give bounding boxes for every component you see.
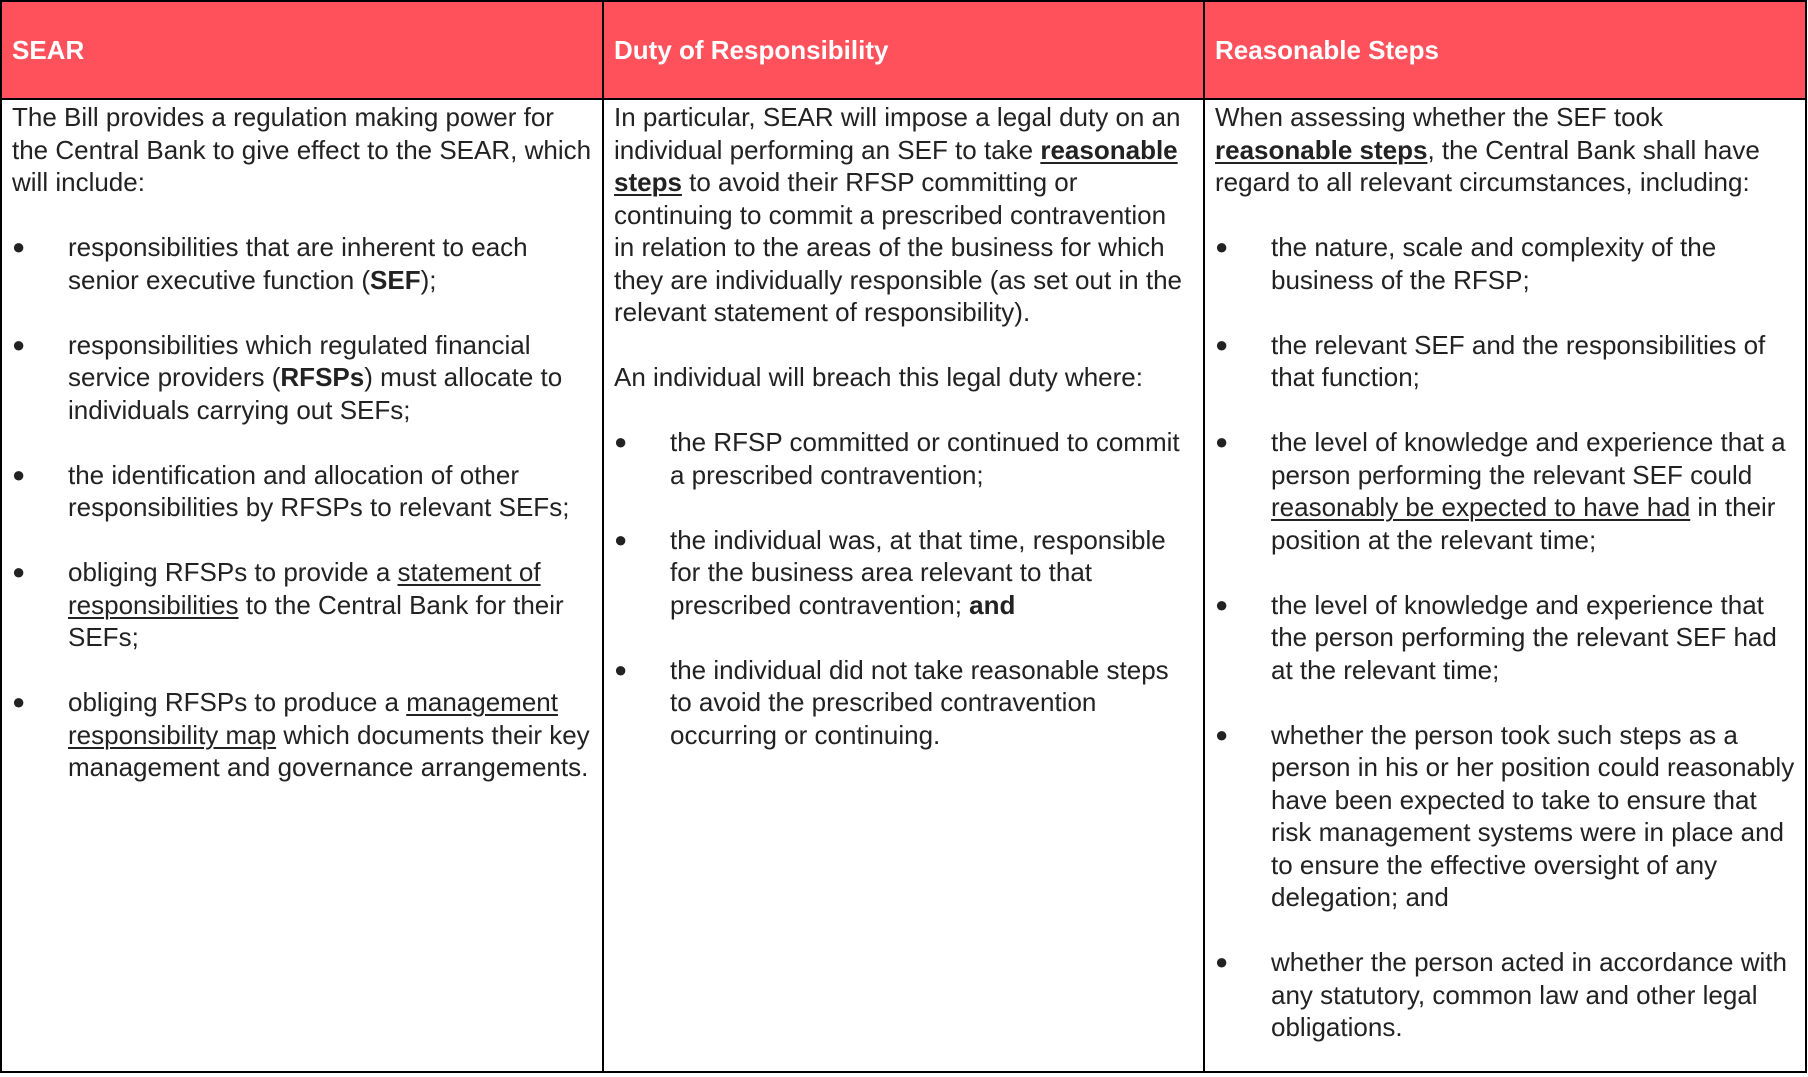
list-item: ● the relevant SEF and the responsibilities of that function;: [1215, 329, 1766, 392]
list-item: ● whether the person acted in accordance with any statutory, common law and other legal obligations.: [1215, 947, 1787, 1042]
reasonably-expected-link[interactable]: reasonably be expected to have had: [1271, 492, 1691, 522]
body-row: [1, 99, 1806, 1072]
list-item: ● the RFSP committed or continued to commit a prescribed contravention;: [614, 427, 1180, 490]
steps-list: [1215, 231, 1795, 1044]
list-item: ● responsibilities which regulated financial service providers (RFSPs) must allocate to individuals carrying out SEFs;: [12, 329, 563, 425]
list-item: ● the level of knowledge and experience that a person performing the relevant SEF could reasonably be expected to have had in their position at the relevant time;: [1215, 427, 1786, 555]
steps-intro: When assessing whether the SEF took reasonable steps, the Central Bank shall have regard to all relevant circumstances, including:: [1215, 102, 1760, 197]
list-item: ● the individual was, at that time, responsible for the business area relevant to that prescribed contravention; and: [614, 524, 1166, 620]
header-row: [1, 1, 1806, 99]
header-reasonable-steps: Reasonable Steps: [1204, 1, 1806, 99]
list-item: ● responsibilities that are inherent to each senior executive function (SEF);: [12, 232, 528, 295]
list-item: ● the identification and allocation of other responsibilities by RFSPs to relevant SEFs;: [12, 459, 570, 522]
bullet-icon: ●: [614, 656, 628, 682]
management-responsibility-map-link[interactable]: management responsibility map: [68, 687, 558, 750]
bullet-icon: ●: [12, 331, 26, 357]
reasonable-steps-link[interactable]: reasonable steps: [1215, 134, 1428, 165]
list-item: ● the level of knowledge and experience that the person performing the relevant SEF had at the relevant time;: [1215, 589, 1777, 685]
cell-reasonable-steps: [1204, 99, 1806, 1072]
cell-sear: [1, 99, 603, 1072]
sear-intro: The Bill provides a regulation making power for the Central Bank to give effect to the SEAR, which will include:: [12, 102, 592, 197]
bullet-icon: ●: [12, 234, 26, 259]
bullet-icon: ●: [1215, 429, 1229, 454]
bullet-icon: ●: [614, 429, 628, 454]
list-item: ● obliging RFSPs to provide a statement of responsibilities to the Central Bank for their SEFs;: [12, 557, 564, 652]
duty-lead: An individual will breach this legal duty where:: [614, 362, 1143, 392]
duty-list: [614, 426, 1193, 751]
list-item: ● the nature, scale and complexity of the business of the RFSP;: [1215, 232, 1717, 295]
reasonable-steps-link[interactable]: reasonable steps: [614, 134, 1178, 197]
bullet-icon: ●: [1215, 331, 1229, 357]
bullet-icon: ●: [1215, 949, 1229, 974]
bullet-icon: ●: [614, 526, 628, 552]
statement-of-responsibilities-link[interactable]: statement of responsibilities: [68, 557, 541, 620]
sear-list: [12, 231, 592, 784]
cell-duty-of-responsibility: [603, 99, 1204, 1072]
bullet-icon: ●: [12, 461, 26, 487]
header-duty-of-responsibility: Duty of Responsibility: [603, 1, 1204, 99]
bullet-icon: ●: [1215, 591, 1229, 617]
bullet-icon: ●: [12, 559, 26, 584]
bullet-icon: ●: [12, 689, 26, 714]
list-item: ● obliging RFSPs to produce a management responsibility map which documents their key management and governance arrangements.: [12, 687, 590, 782]
header-sear: SEAR: [1, 1, 603, 99]
bullet-icon: ●: [1215, 721, 1229, 747]
bullet-icon: ●: [1215, 234, 1229, 259]
list-item: ● whether the person took such steps as a person in his or her position could reasonably have been expected to take to ensure that risk management systems were in place and to ensure the effective oversight of any delegation; and: [1215, 719, 1795, 912]
list-item: ● the individual did not take reasonable steps to avoid the prescribed contravention occurring or continuing.: [614, 654, 1169, 750]
duty-intro: In particular, SEAR will impose a legal duty on an individual performing an SEF to take reasonable steps to avoid their RFSP committing or continuing to commit a prescribed contravention in relation to the areas of the business for which they are individually responsible (as set out in the relevant statement of responsibility).: [614, 102, 1182, 327]
